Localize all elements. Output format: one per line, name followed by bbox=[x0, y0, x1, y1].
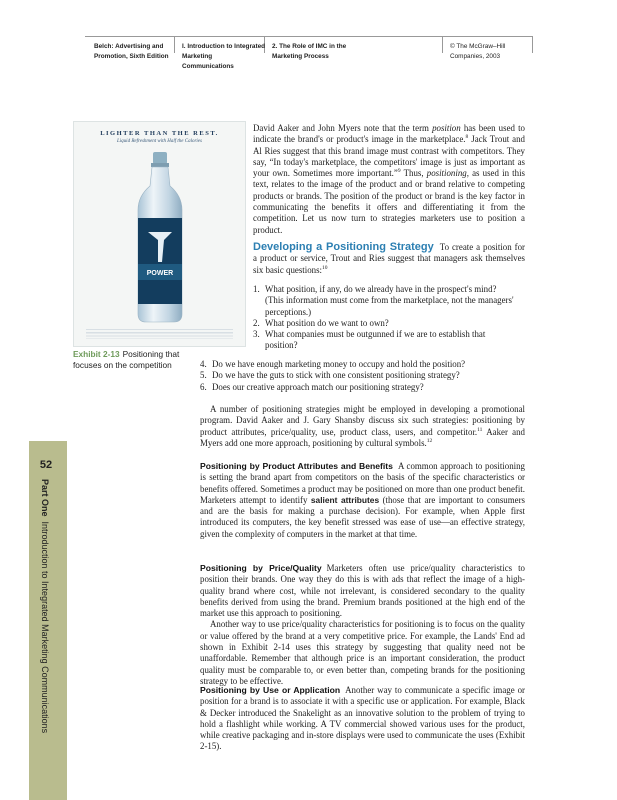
list-item: 5. Do we have the guts to stick with one consistent positioning strategy? bbox=[200, 370, 460, 381]
exhibit-label: Exhibit 2-13 bbox=[73, 349, 120, 359]
subsection-heading: Positioning by Product Attributes and Benefits bbox=[200, 461, 393, 471]
header-book-title: Belch: Advertising and Promotion, Sixth Edition bbox=[94, 43, 169, 60]
questions-list-top bbox=[253, 284, 515, 352]
section-heading: Developing a Positioning Strategy bbox=[253, 241, 434, 253]
list-item: 6. Does our creative approach match our positioning strategy? bbox=[200, 381, 424, 392]
questions-list-bottom bbox=[200, 359, 525, 393]
header-part-title: I. Introduction to Integrated Marketing Communications bbox=[182, 43, 266, 70]
header-divider bbox=[174, 36, 175, 53]
ad-subline: Liquid Refreshment with Half the Calories bbox=[117, 139, 202, 144]
header-divider bbox=[442, 36, 443, 53]
header-copyright: © The McGraw–Hill Companies, 2003 bbox=[450, 43, 506, 60]
header-divider bbox=[532, 36, 533, 53]
intro-paragraph: David Aaker and John Myers note that the term position has been used to indicate the brand's or product's image in the marketplace.$^8$ Jack Trout and Al Ries suggest that this brand image must contrast with competitors. They say, “In today's marketplace, the competitors' image is just as important as your own. Sometimes more important.”$^9$ Thus, positioning, as used in this text, relates to the image of the product and or brand relative to competing products or brands. The position of the product or brand is the key factor in communicating the benefits it offers and differentiating it from the competition. Let us now turn to strategies marketers use to position a product. bbox=[253, 123, 526, 235]
exhibit-caption: Exhibit 2-13 Positioning that focuses on the competition bbox=[73, 349, 180, 371]
header-chapter-title: 2. The Role of IMC in the Marketing Process bbox=[272, 43, 347, 60]
list-item: 2. What position do we want to own? bbox=[253, 317, 389, 328]
header-rule bbox=[85, 36, 533, 37]
subsection-heading: Positioning by Price/Quality bbox=[200, 563, 322, 573]
ad-headline: LIGHTER THAN THE REST. bbox=[100, 130, 219, 137]
use-section: Positioning by Use or Application Another way to communicate a specific image or position for a brand is to associate it with a specific use or application. For example, Black & Decker introduced the Snakelight as an innovative solution to the problem of trying to hold a flashlight while working. A TV commercial showed various uses for the product, while creative packaging and in-store displays were used to communicate the uses (Exhibit 2-15). bbox=[200, 685, 525, 752]
svg-text:POWER: POWER bbox=[146, 270, 174, 277]
developing-section: Developing a Positioning Strategy To create a position for a product or service, Trout and Ries suggest that managers ask themselves six basic questions:$^{10}$ bbox=[253, 241, 525, 275]
list-item: 3. What companies must be outgunned if we are to establish that position? bbox=[253, 329, 486, 351]
page-number: 52 bbox=[39, 459, 53, 471]
list-item: 1. What position, if any, do we already have in the prospect's mind? (This information must come from the marketplace, not the managers' perceptions.) bbox=[253, 284, 514, 317]
price-section: Positioning by Price/Quality Marketers often use price/quality characteristics to position their brands. One way they do this is with ads that reflect the image of a high-quality brand where cost, while not irrelevant, is considered secondary to the quality benefits derived from using the brand. Premium brands positioned at the high end of the market use this approach to positioning. Another way to use price/quality characteristics for positioning is to focus on the quality or value offered by the brand at a very competitive price. For example, the Lands' End ad shown in Exhibit 2-14 uses this strategy by suggesting that quality need not be unaffordable. Remember that although price is an important consideration, the product quality must be comparable to, or even better than, competing brands for the positioning strategy to be effective. bbox=[200, 563, 525, 686]
exhibit-ad-image bbox=[73, 121, 246, 347]
list-item: 4. Do we have enough marketing money to occupy and hold the position? bbox=[200, 359, 466, 369]
strategies-paragraph: A number of positioning strategies might be employed in developing a promotional program. David Aaker and J. Gary Shansby discuss six such strategies: positioning by product attributes, price/quality, use, product class, users, and competitor.$^{11}$ Aaker and Myers add one more approach, positioning by cultural symbols.$^{12}$ bbox=[200, 404, 525, 448]
sidebar-part-title: Part OneIntroduction to Integrated Marketing Communications bbox=[40, 479, 50, 734]
water-bottle-image bbox=[134, 152, 186, 324]
subsection-heading: Positioning by Use or Application bbox=[200, 685, 341, 695]
attributes-section: Positioning by Product Attributes and Benefits A common approach to positioning is setting the brand apart from competitors on the basis of the specific characteristics or benefits offered. Sometimes a product may be positioned on more than one product benefit. Marketers attempt to identify salient attributes (those that are important to consumers and are the basis for making a purchase decision). For example, when Apple first introduced its computers, the key benefit stressed was ease of use—an effective strategy, given the complexity of computers in the market at that time. bbox=[200, 461, 525, 539]
ad-fine-print bbox=[86, 329, 233, 339]
